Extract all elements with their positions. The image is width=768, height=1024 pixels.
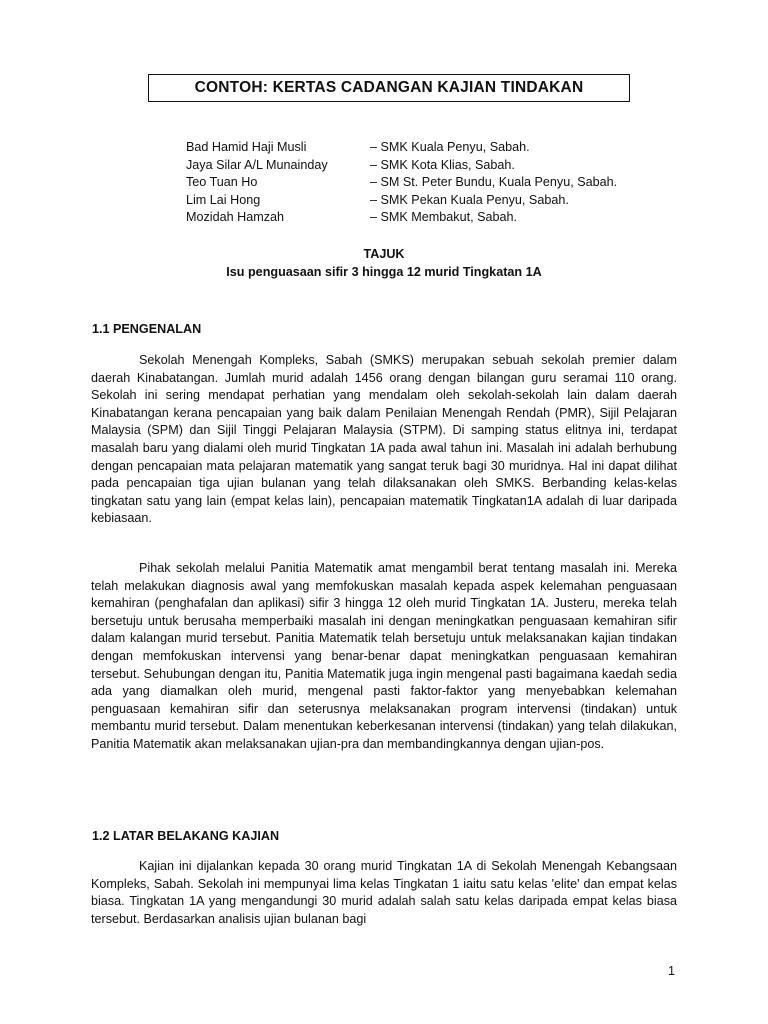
author-affiliation: – SM St. Peter Bundu, Kuala Penyu, Sabah. <box>370 175 618 190</box>
paragraph: Sekolah Menengah Kompleks, Sabah (SMKS) merupakan sebuah sekolah premier dalam daerah Kinabatangan. Jumlah murid adalah 1456 orang dengan bilangan guru seramai 110 orang. Sekolah ini sering mendapat perhatian yang mendalam oleh sekolah-sekolah lain dalam daerah Kinabatangan kerana pencapaian yang baik dalam Penilaian Menengah Rendah (PMR), Sijil Pelajaran Malaysia (SPM) dan Sijil Tinggi Pelajaran Malaysia (STPM). Di samping status elitnya ini, terdapat masalah baru yang dialami oleh murid Tingkatan 1A pada awal tahun ini. Masalah ini adalah berhubung dengan pencapaian mata pelajaran matematik yang sangat teruk bagi 30 muridnya. Hal ini dapat dilihat pada pencapaian tiga ujian bulanan yang telah dilaksanakan oleh SMKS. Berbanding kelas-kelas tingkatan satu yang lain (empat kelas lain), pencapaian matematik Tingkatan1A adalah di luar daripada kebiasaan. <box>91 353 677 526</box>
tajuk-text: Isu penguasaan sifir 3 hingga 12 murid Tingkatan 1A <box>226 264 542 279</box>
author-name: Jaya Silar A/L Munainday <box>186 157 328 172</box>
section-heading-pengenalan: 1.1 PENGENALAN <box>92 322 202 336</box>
author-affiliation: – SMK Pekan Kuala Penyu, Sabah. <box>370 192 569 207</box>
section-heading-latar-belakang: 1.2 LATAR BELAKANG KAJIAN <box>92 829 280 843</box>
author-row <box>186 209 617 227</box>
paragraph: Kajian ini dijalankan kepada 30 orang murid Tingkatan 1A di Sekolah Menengah Kebangsaan Kompleks, Sabah. Sekolah ini mempunyai lima kelas Tingkatan 1 iaitu satu kelas 'elite' dan empat kelas biasa. Tingkatan 1A yang mengandungi 30 murid adalah salah satu kelas daripada empat kelas biasa tersebut. Berdasarkan analisis ujian bulanan bagi <box>91 859 677 926</box>
author-affiliation: – SMK Membakut, Sabah. <box>370 210 517 225</box>
author-list <box>186 139 617 227</box>
author-affiliation: – SMK Kuala Penyu, Sabah. <box>370 140 530 154</box>
author-name: Mozidah Hamzah <box>186 210 284 225</box>
author-row <box>186 139 617 157</box>
author-name: Lim Lai Hong <box>186 192 261 207</box>
tajuk-label: TAJUK <box>363 247 405 261</box>
tajuk-block <box>90 246 678 281</box>
paragraph: Pihak sekolah melalui Panitia Matematik amat mengambil berat tentang masalah ini. Mereka telah melakukan diagnosis awal yang memfokuskan masalah kepada aspek kelemahan penguasaan kemahiran (penghafalan dan aplikasi) sifir 3 hingga 12 oleh murid Tingkatan 1A. Justeru, mereka telah bersetuju untuk berusaha memperbaiki masalah ini dengan meningkatkan penguasaan kemahiran sifir dalam kalangan murid tersebut. Panitia Matematik telah bersetuju untuk melaksanakan kajian tindakan dengan memfokuskan intervensi yang benar-benar dapat meningkatkan penguasaan kemahiran tersebut. Sehubungan dengan itu, Panitia Matematik juga ingin mengenal pasti bagaimana kaedah sedia ada yang diamalkan oleh murid, mengenal pasti faktor-faktor yang menyebabkan kelemahan penguasaan kemahiran sifir dan seterusnya melaksanakan program intervensi (tindakan) untuk membantu murid tersebut. Dalam menentukan keberkesanan intervensi (tindakan) yang telah dilakukan, Panitia Matematik akan melaksanakan ujian-pra dan membandingkannya dengan ujian-pos. <box>91 561 677 751</box>
author-name: Teo Tuan Ho <box>186 175 258 190</box>
author-affiliation: – SMK Kota Klias, Sabah. <box>370 157 515 172</box>
author-row <box>186 174 617 192</box>
page-number: 1 <box>668 964 676 978</box>
author-name: Bad Hamid Haji Musli <box>186 140 307 154</box>
author-row <box>186 157 617 175</box>
document-title: CONTOH: KERTAS CADANGAN KAJIAN TINDAKAN <box>148 74 630 102</box>
author-row <box>186 192 617 210</box>
